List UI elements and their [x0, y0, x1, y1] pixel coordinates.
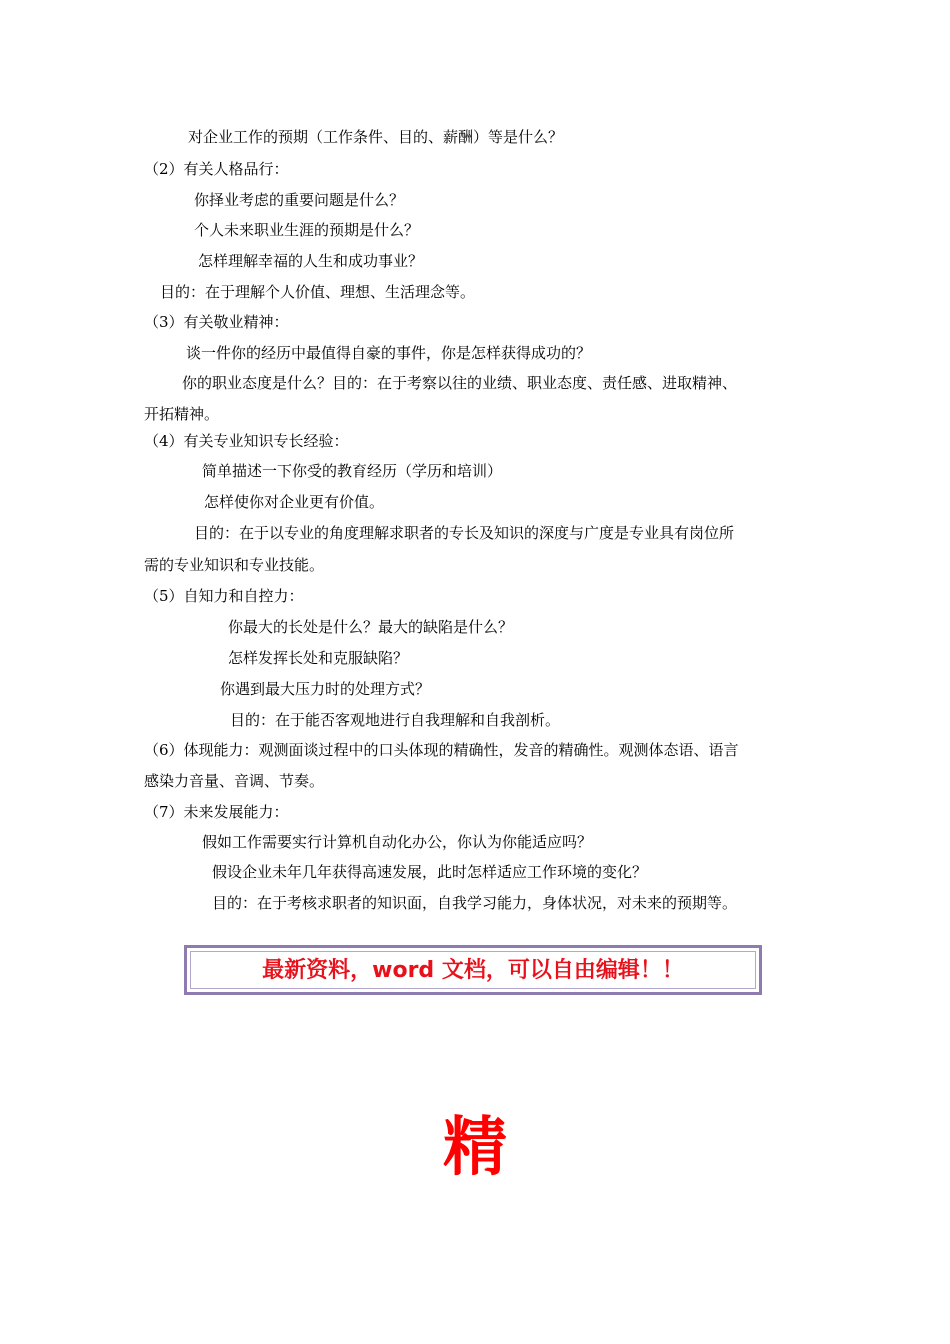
text-line: 目的：在于理解个人价值、理想、生活理念等。 [160, 283, 476, 301]
text-line: 你遇到最大压力时的处理方式？ [220, 680, 431, 698]
text-line: 谈一件你的经历中最值得自豪的事件，你是怎样获得成功的？ [186, 344, 592, 362]
section-heading: （6）体现能力：观测面谈过程中的口头体现的精确性，发音的精确性。观测体态语、语言 [144, 741, 739, 759]
large-red-character: 精 [443, 1111, 507, 1185]
text-line: 目的：在于以专业的角度理解求职者的专长及知识的深度与广度是专业具有岗位所 [194, 524, 735, 542]
text-line: 你最大的长处是什么？最大的缺陷是什么？ [228, 618, 514, 636]
text-line: 目的：在于能否客观地进行自我理解和自我剖析。 [230, 711, 561, 729]
text-line: 对企业工作的预期（工作条件、目的、薪酬）等是什么？ [188, 128, 564, 146]
text-line: 需的专业知识和专业技能。 [144, 556, 325, 574]
section-heading: （5）自知力和自控力： [144, 587, 304, 605]
section-heading: （3）有关敬业精神： [144, 313, 289, 331]
text-line: 怎样发挥长处和克服缺陷？ [228, 649, 409, 667]
text-line: 怎样使你对企业更有价值。 [204, 493, 385, 511]
banner-text: 最新资料，word 文档，可以自由编辑！！ [262, 958, 684, 983]
text-line: 你的职业态度是什么？目的：在于考察以往的业绩、职业态度、责任感、进取精神、 [182, 374, 738, 392]
text-line: 假设企业未年几年获得高速发展，此时怎样适应工作环境的变化？ [212, 863, 648, 881]
text-line: 开拓精神。 [144, 405, 220, 423]
section-heading: （2）有关人格品行： [144, 160, 289, 178]
text-line: 你择业考虑的重要问题是什么？ [194, 191, 405, 209]
text-line: 简单描述一下你受的教育经历（学历和培训） [202, 462, 503, 480]
text-line: 个人未来职业生涯的预期是什么？ [194, 221, 420, 239]
text-line: 怎样理解幸福的人生和成功事业？ [198, 252, 424, 270]
editable-notice-banner [184, 945, 762, 995]
section-heading: （7）未来发展能力： [144, 803, 289, 821]
text-line: 目的：在于考核求职者的知识面，自我学习能力，身体状况，对未来的预期等。 [212, 894, 738, 912]
text-line: 感染力音量、音调、节奏。 [144, 772, 325, 790]
text-line: 假如工作需要实行计算机自动化办公，你认为你能适应吗？ [202, 833, 593, 851]
section-heading: （4）有关专业知识专长经验： [144, 432, 349, 450]
